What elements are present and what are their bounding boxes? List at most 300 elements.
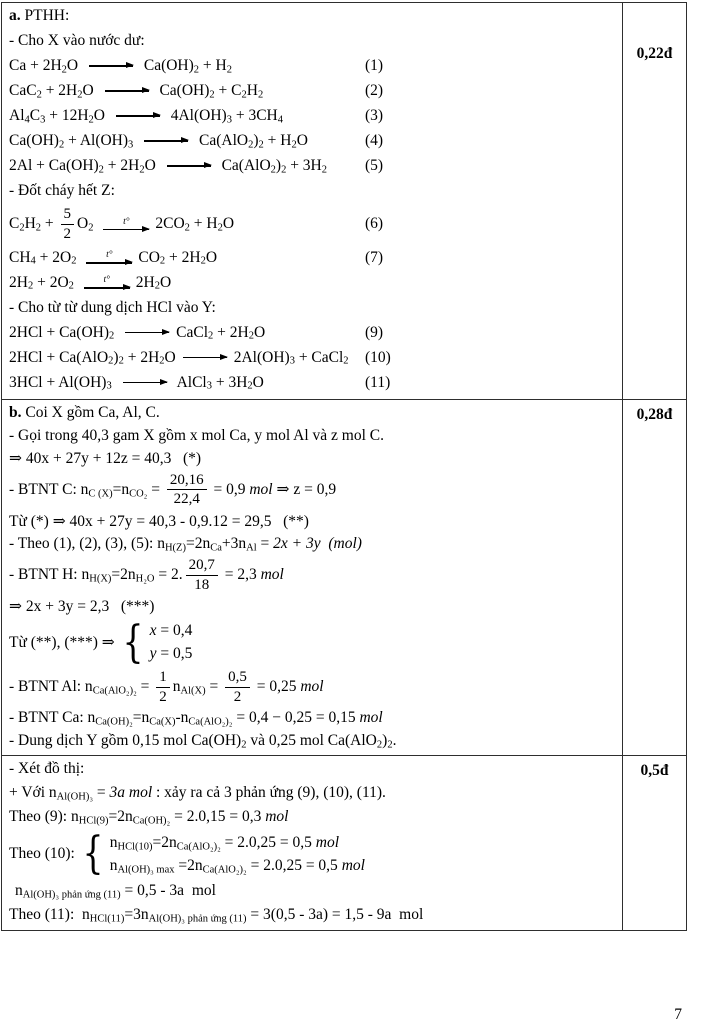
arrow-shaft (103, 229, 149, 230)
text-run: - Cho X vào nước dư: (9, 32, 145, 49)
text-run: ) (275, 157, 282, 174)
subscript: 2 (270, 164, 276, 176)
text-run: Ca(AlO (217, 157, 271, 174)
text-run: - BTNT C: n (9, 480, 89, 498)
subscript: Ca(OH)₂ (95, 716, 133, 728)
text-run: = (136, 678, 154, 696)
subscript: Al(OH)₃ (56, 791, 93, 803)
text-run (133, 132, 137, 150)
equation-number: (1) (365, 57, 384, 74)
equation-number: (6) (365, 215, 384, 233)
text-run: - Dung dịch Y gồm 0,15 mol Ca(OH) (9, 732, 242, 750)
reaction-arrow (123, 382, 167, 383)
text-run: AlCl (173, 373, 207, 391)
content-line (9, 56, 622, 76)
text-run: 2Al(OH) (233, 348, 290, 366)
brace-group (119, 616, 193, 668)
content-line (9, 81, 622, 101)
text-run: =n (112, 480, 130, 498)
subscript: 2 (71, 255, 77, 267)
content-line (9, 557, 622, 594)
text-run (114, 324, 118, 342)
reaction-arrow (89, 65, 133, 66)
fraction-numerator: 20,7 (186, 557, 218, 576)
text-run: C (29, 107, 41, 124)
content-line (9, 807, 622, 827)
reaction-arrow-heated (103, 218, 149, 230)
content-line (9, 616, 622, 668)
fraction (186, 557, 218, 594)
content-line (9, 348, 622, 368)
text-run: 2HCl + Ca(OH) (9, 323, 110, 341)
text-run: + H (189, 215, 218, 233)
text-run: n (109, 833, 118, 851)
text-run: - Theo (1), (2), (3), (5): n (9, 535, 165, 553)
text-run: - BTNT H: n (9, 566, 90, 584)
fraction-denominator: 2 (63, 225, 72, 242)
brace-row (110, 831, 365, 854)
text-run: Ca + 2H (9, 57, 62, 74)
text-run: + Với n (9, 784, 57, 802)
reaction-arrow (183, 357, 227, 358)
arrow-condition-label: t° (103, 275, 110, 286)
text-run-italic: mol (341, 856, 365, 874)
subscript: 2 (108, 355, 114, 367)
content-line (9, 298, 622, 318)
subscript: 2 (109, 330, 115, 342)
text-run: O (164, 348, 176, 366)
subscript: 2 (321, 164, 327, 176)
text-run: + 3H (286, 157, 322, 174)
subscript: 2 (226, 64, 232, 76)
subscript: 2 (58, 139, 65, 151)
text-run-italic: mol (265, 808, 289, 826)
text-run: = 2.0,25 = 0,5 (220, 833, 316, 851)
brace-row (150, 620, 193, 643)
points-cell (622, 756, 686, 930)
subscript: Ca(OH)₂ (132, 815, 171, 827)
subscript: 3 (206, 380, 212, 392)
text-run: =n (132, 709, 150, 727)
subscript: 2 (387, 739, 393, 751)
content-line (9, 708, 622, 728)
content-line (9, 828, 622, 880)
points-value: 0,28đ (636, 405, 673, 423)
subscript: Ca(AlO₂)₂ (188, 716, 233, 728)
brace-row (150, 643, 193, 666)
text-run: = 0,5 - 3a mol (120, 882, 216, 900)
subscript: 2 (154, 280, 160, 292)
arrow-condition-label: t° (123, 217, 130, 228)
text-run: = 2.0,15 = 0,3 (170, 808, 266, 826)
text-run: O (222, 215, 235, 233)
text-run: CH (9, 248, 31, 266)
text-run: = 0,4 − 0,25 = 0,15 (232, 709, 360, 727)
text-run-italic: mol (249, 480, 273, 498)
text-run: - Đốt cháy hết Z: (9, 182, 115, 199)
text-run-italic: mol (300, 678, 324, 696)
text-run: 2HCl + Ca(AlO (9, 348, 109, 366)
text-run: = (256, 535, 274, 553)
points-cell (622, 3, 686, 399)
text-run (112, 374, 116, 392)
text-run-italic: 2x + 3y (273, 535, 321, 553)
text-run: -n (175, 709, 189, 727)
fraction (225, 669, 250, 706)
text-run: Từ (**), (***) ⇒ (9, 634, 119, 652)
subscript: 2 (61, 64, 67, 76)
text-run: O (296, 132, 308, 149)
text-run-italic: mol (359, 709, 383, 727)
text-run: O (205, 248, 218, 266)
content-line (9, 905, 622, 925)
system-brace: { (82, 828, 104, 880)
text-run: Từ (*) ⇒ 40x + 27y = 40,3 - 0,9.12 = 29,5 (**) (9, 512, 309, 530)
reaction-arrow (144, 140, 188, 141)
reaction-arrow-heated (86, 251, 132, 263)
text-run: 4Al(OH) (166, 107, 227, 124)
arrow-shaft (84, 287, 130, 288)
equation-number: (2) (365, 82, 384, 99)
text-run: + 3H (211, 373, 248, 391)
subscript: 2 (19, 222, 25, 234)
text-run: +3n (221, 535, 247, 553)
content-line (9, 181, 622, 201)
subscript: 2 (247, 380, 253, 392)
equation-number: (4) (365, 132, 384, 149)
reaction-arrow (105, 90, 149, 91)
text-run: - Cho từ từ dung dịch HCl vào Y: (9, 298, 216, 316)
text-run: ⇒ z = 0,9 (272, 481, 337, 499)
content-line (9, 449, 622, 469)
brace-rows (110, 831, 365, 877)
text-run: + 3CH (231, 107, 278, 124)
text-run: = 0,5 (156, 645, 193, 663)
arrow-shaft (86, 262, 132, 263)
text-run: + 2H (123, 348, 160, 366)
text-run: + H (263, 132, 292, 149)
text-run (74, 274, 78, 292)
text-run: = 2. (154, 566, 183, 584)
subscript: CO₂ (129, 488, 148, 500)
subscript: Al(OH)₃ phản ứng (11) (148, 913, 247, 925)
subscript: H(Z) (164, 542, 186, 554)
text-run: O (82, 82, 98, 99)
text-run: =2n (174, 856, 203, 874)
subscript: HCl(9) (78, 815, 109, 827)
text-run-italic: mol (315, 833, 340, 851)
page-number: 7 (674, 1006, 682, 1023)
fraction (156, 669, 170, 706)
points-cell (622, 400, 686, 756)
content-line (9, 273, 622, 293)
content-line (9, 511, 622, 531)
equation-number: (9) (365, 323, 384, 341)
subscript: HCl(10) (117, 841, 153, 853)
text-run: 3HCl + Al(OH) (9, 373, 107, 391)
text-run: + 2O (33, 273, 69, 291)
text-run: = (147, 480, 164, 498)
text-run: Ca(OH) (155, 82, 210, 99)
brace-rows (150, 620, 193, 666)
subscript: Ca (210, 542, 222, 554)
content-line (9, 373, 622, 393)
subscript: 2 (27, 280, 34, 292)
text-run: : xảy ra cả 3 phản ứng (9), (10), (11). (152, 784, 386, 802)
fraction-denominator: 18 (194, 576, 210, 593)
text-run: CO (138, 248, 160, 266)
text-run: + CaCl (294, 348, 344, 366)
equation-number: (10) (365, 348, 391, 366)
subscript: 2 (139, 164, 145, 176)
text-run: ) (382, 732, 388, 750)
text-run: + Al(OH) (64, 132, 129, 149)
reaction-arrow (167, 165, 211, 166)
subscript: 2 (36, 89, 42, 101)
table-row (2, 3, 686, 400)
text-run: = 0,9 (209, 480, 250, 498)
content-line (9, 206, 622, 243)
subscript: 2 (241, 89, 247, 101)
text-run: =2n (111, 566, 136, 584)
fraction-denominator: 22,4 (173, 491, 200, 508)
subscript: 2 (257, 89, 264, 101)
subscript: 2 (77, 89, 83, 101)
text-run-bold: a. (9, 7, 21, 24)
text-run-italic: (mol) (328, 535, 362, 553)
subscript: 2 (281, 164, 287, 176)
subscript: Ca(X) (149, 716, 176, 728)
content-line (9, 759, 622, 779)
solution-cell (2, 756, 622, 930)
fraction-denominator: 2 (233, 688, 242, 705)
content-line (9, 323, 622, 343)
text-run: + H (199, 57, 227, 74)
content-line (9, 403, 622, 423)
subscript: 2 (291, 139, 297, 151)
subscript: C (X) (88, 488, 113, 500)
subscript: Ca(AlO₂)₂ (202, 864, 247, 876)
text-run-italic: mol (260, 566, 284, 584)
fraction-denominator: 2 (159, 688, 167, 705)
solution-cell (2, 3, 622, 399)
subscript: 4 (30, 255, 36, 267)
subscript: 2 (193, 64, 200, 76)
text-run: - Gọi trong 40,3 gam X gồm x mol Ca, y mol Al và z mol C. (9, 426, 384, 444)
solution-table (1, 2, 687, 931)
text-run: ⇒ 40x + 27y + 12z = 40,3 (*) (9, 450, 202, 468)
subscript: 2 (208, 330, 214, 342)
subscript: 2 (217, 222, 223, 234)
content-line (9, 131, 622, 151)
subscript: 3 (106, 380, 112, 392)
content-line (9, 783, 622, 803)
text-run: O (77, 215, 89, 233)
equation-number: (5) (365, 157, 384, 174)
text-run: 2CO (155, 215, 185, 233)
subscript: 2 (248, 330, 254, 342)
reaction-arrow-heated (84, 276, 130, 288)
subscript: HCl(11) (89, 913, 125, 925)
text-run: C (9, 215, 20, 233)
text-run (321, 535, 329, 553)
text-run: Al (9, 107, 25, 124)
subscript: 2 (200, 255, 206, 267)
subscript: 2 (98, 164, 104, 176)
subscript: 2 (68, 280, 74, 292)
content-line (9, 31, 622, 51)
content-line (9, 248, 622, 268)
text-run: Theo (9): n (9, 808, 79, 826)
fraction-numerator: 1 (156, 669, 170, 688)
subscript: Al(OH)₃ max (117, 864, 175, 876)
subscript: 4 (24, 114, 30, 126)
text-run: O (93, 107, 109, 124)
text-run-bold: b. (9, 403, 22, 421)
text-run: 2H (135, 273, 155, 291)
subscript: 3 (40, 114, 46, 126)
text-run: O (144, 157, 160, 174)
text-run (94, 215, 98, 233)
text-run: + 2H (41, 82, 78, 99)
text-run: ) (113, 348, 119, 366)
subscript: 2 (35, 222, 42, 234)
content-line (9, 472, 622, 509)
table-row (2, 400, 686, 757)
content-line (9, 426, 622, 446)
subscript: 2 (88, 114, 94, 126)
fraction (167, 472, 207, 509)
text-run-italic: x (149, 622, 157, 640)
reaction-arrow (116, 115, 160, 116)
text-run: n (109, 856, 118, 874)
text-run: =2n (152, 833, 177, 851)
text-run: + C (214, 82, 242, 99)
content-line (9, 881, 622, 901)
reaction-arrow (125, 332, 169, 333)
text-run: = 0,4 (156, 622, 193, 640)
subscript: 2 (343, 355, 349, 367)
subscript: 2 (241, 739, 247, 751)
text-run: 2H (9, 273, 28, 291)
subscript: 3 (226, 114, 232, 126)
subscript: 2 (159, 255, 166, 267)
text-run: H (24, 215, 36, 233)
text-run (76, 249, 80, 267)
text-run: = 2.0,25 = 0,5 (246, 856, 342, 874)
table-row (2, 756, 686, 930)
equation-number: (11) (365, 373, 391, 391)
text-run: = (205, 678, 223, 696)
text-run: PTHH: (20, 7, 70, 24)
fraction-numerator: 20,16 (167, 472, 207, 491)
subscript: Ca(AlO₂)₂ (92, 685, 137, 697)
text-run: CaCl (176, 323, 209, 341)
subscript: 2 (376, 739, 383, 751)
brace-group (79, 828, 365, 880)
text-run: = 0,25 (252, 678, 301, 696)
text-run: = (93, 784, 110, 802)
subscript: 2 (248, 139, 254, 151)
content-line (9, 106, 622, 126)
text-run: O (66, 57, 82, 74)
text-run: O (252, 373, 264, 391)
text-run: = 3(0,5 - 3a) = 1,5 - 9a mol (246, 906, 424, 924)
text-run: - BTNT Ca: n (9, 709, 96, 727)
text-run: Ca(OH) (139, 57, 194, 74)
content-line (9, 597, 622, 617)
subscript: H(X) (89, 573, 112, 585)
equation-number: (3) (365, 107, 384, 124)
text-run: và 0,25 mol Ca(AlO (246, 732, 377, 750)
subscript: 2 (88, 222, 94, 234)
text-run: n (172, 678, 181, 696)
text-run: =3n (124, 906, 149, 924)
subscript: 4 (277, 114, 283, 126)
fraction (61, 206, 75, 243)
text-run: =2n (185, 535, 211, 553)
text-run: = 2,3 (220, 566, 261, 584)
text-run-italic: y (149, 645, 157, 663)
subscript: 2 (258, 139, 264, 151)
text-run: Theo (10): (9, 845, 79, 863)
content-line (9, 6, 622, 26)
text-run: ) (253, 132, 259, 149)
text-run: n (15, 882, 23, 900)
subscript: Al (246, 542, 257, 554)
text-run: - Xét đồ thị: (9, 760, 85, 778)
text-run: Theo (11): n (9, 906, 90, 924)
system-brace: { (122, 616, 144, 668)
content-line (9, 156, 622, 176)
text-run-italic: 3a mol (109, 784, 153, 802)
text-run: 2Al + Ca(OH) (9, 157, 99, 174)
points-value: 0,5đ (640, 762, 669, 780)
subscript: H₂O (135, 573, 155, 585)
subscript: Ca(AlO₂)₂ (176, 841, 221, 853)
text-run: O (159, 273, 172, 291)
subscript: Al(X) (180, 685, 206, 697)
subscript: Al(OH)₃ phản ứng (11) (22, 889, 121, 901)
content-line (9, 534, 622, 554)
text-run: =2n (108, 808, 133, 826)
subscript: 2 (159, 355, 165, 367)
text-run: + 2H (213, 323, 249, 341)
arrow-condition-label: t° (106, 250, 113, 261)
text-run: + 12H (45, 107, 89, 124)
text-run: H (246, 82, 258, 99)
solution-cell (2, 400, 622, 756)
brace-row (110, 854, 365, 877)
text-run: + 2H (165, 248, 201, 266)
text-run: Ca(OH) (9, 132, 59, 149)
text-run: Coi X gồm Ca, Al, C. (21, 403, 160, 421)
text-run: + 2H (103, 157, 140, 174)
content-line (9, 731, 622, 751)
subscript: 2 (184, 222, 190, 234)
text-run: + (41, 215, 58, 233)
text-run: CaC (9, 82, 37, 99)
subscript: 3 (289, 355, 295, 367)
points-value: 0,22đ (636, 45, 673, 62)
subscript: 2 (209, 89, 215, 101)
subscript: 2 (118, 355, 124, 367)
text-run: O (253, 323, 266, 341)
content-line (9, 669, 622, 706)
text-run: - BTNT Al: n (9, 678, 93, 696)
subscript: 3 (128, 139, 134, 151)
text-run: + 2O (35, 248, 72, 266)
